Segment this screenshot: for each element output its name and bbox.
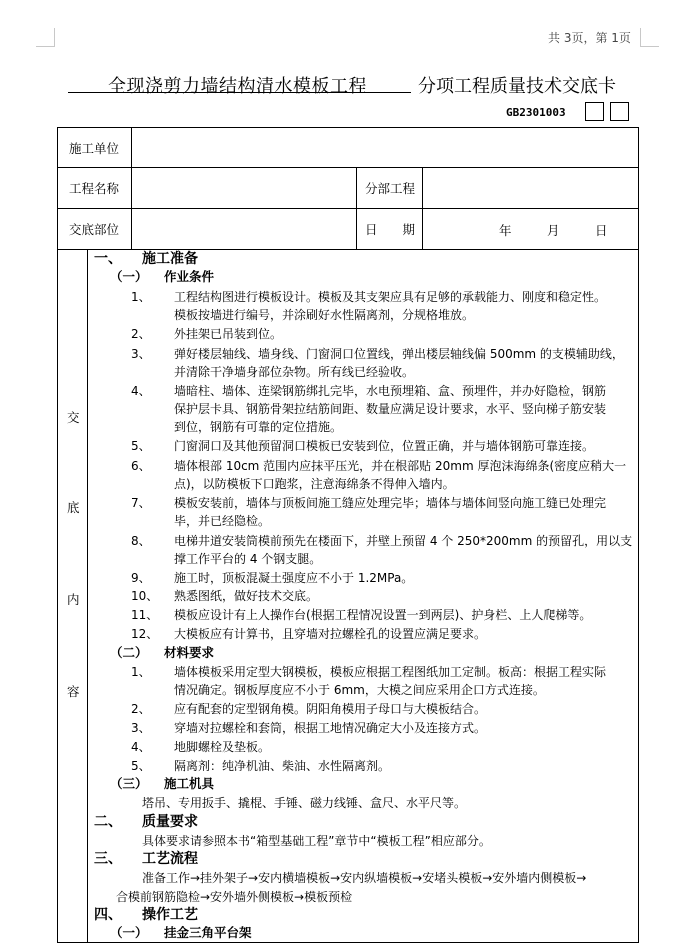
- material-4-line-1: 地脚螺栓及垫板。: [174, 740, 271, 754]
- material-2-number: 2、: [131, 702, 151, 716]
- condition-12-line-1: 大模板应有计算书，且穿墙对拉螺栓孔的设置应满足要求。: [174, 627, 487, 641]
- subsection-1b-number: （二）: [110, 645, 148, 660]
- material-1-number: 1、: [131, 665, 151, 679]
- vertical-char-1: 交: [67, 410, 80, 425]
- material-5-number: 5、: [131, 759, 151, 773]
- condition-5-number: 5、: [131, 439, 151, 453]
- condition-8-line-2: 撑工作平台的 4 个钢支腿。: [174, 552, 322, 566]
- subsection-4a-number: （一）: [110, 925, 148, 940]
- condition-11-number: 11、: [131, 608, 159, 622]
- condition-10-line-1: 熟悉图纸，做好技术交底。: [174, 589, 319, 603]
- project-label: 工程名称: [58, 168, 132, 209]
- content-vertical-label: [58, 250, 88, 943]
- vertical-char-2: 底: [67, 500, 80, 515]
- section-2-title: 质量要求: [142, 814, 198, 830]
- checkbox-1[interactable]: [585, 102, 604, 121]
- checkbox-2[interactable]: [610, 102, 629, 121]
- condition-2-number: 2、: [131, 327, 151, 341]
- project-field[interactable]: [132, 168, 357, 209]
- condition-1-line-1: 工程结构图进行模板设计。模板及其支架应具有足够的承载能力、刚度和稳定性。: [174, 290, 607, 304]
- condition-7-line-1: 模板安装前，墙体与顶板间施工缝应处理完毕；墙体与墙体间竖向施工缝已处理完: [174, 496, 607, 510]
- section-3-number: 三、: [94, 851, 122, 867]
- page-corner-mark-top-right: [640, 28, 659, 47]
- subsection-4a-title: 挂金三角平台架: [164, 925, 252, 940]
- document-code: GB2301003: [506, 106, 566, 119]
- page-corner-mark-top-left: [36, 28, 55, 47]
- condition-9-line-1: 施工时，顶板混凝土强度应不小于 1.2MPa。: [174, 571, 414, 585]
- unit-field[interactable]: [132, 128, 639, 168]
- condition-4-number: 4、: [131, 384, 151, 398]
- document-title: 全现浇剪力墙结构清水模板工程: [108, 76, 367, 97]
- page-info: 共 3页，第 1页: [548, 31, 631, 45]
- condition-10-number: 10、: [131, 589, 159, 603]
- quality-text: 具体要求请参照本书“箱型基础工程”章节中“模板工程”相应部分。: [142, 834, 491, 848]
- subsection-1a-number: （一）: [110, 269, 148, 284]
- condition-3-line-1: 弹好楼层轴线、墙身线、门窗洞口位置线，弹出楼层轴线偏 500mm 的支模辅助线，: [174, 347, 624, 361]
- subproject-field[interactable]: [423, 168, 639, 209]
- material-3-number: 3、: [131, 721, 151, 735]
- date-year-label: 年: [499, 223, 512, 238]
- date-month-label: 月: [547, 223, 560, 238]
- part-field[interactable]: [132, 209, 357, 250]
- material-2-line-1: 应有配套的定型钢角模。阴阳角模用子母口与大模板结合。: [174, 702, 487, 716]
- material-4-number: 4、: [131, 740, 151, 754]
- document-subtitle: 分项工程质量技术交底卡: [418, 76, 616, 97]
- unit-label: 施工单位: [58, 128, 132, 168]
- condition-4-line-2: 保护层卡具、钢筋骨架拉结筋间距、数量应满足设计要求，水平、竖向梯子筋安装: [174, 402, 607, 416]
- subsection-1a-title: 作业条件: [164, 269, 215, 284]
- section-4-number: 四、: [94, 907, 122, 923]
- form-table: [57, 127, 639, 943]
- flow-line-2: 合模前钢筋隐检→安外墙外侧模板→模板预检: [116, 890, 353, 904]
- condition-3-line-2: 并清除干净墙身部位杂物。所有线已经验收。: [174, 365, 415, 379]
- vertical-char-4: 容: [67, 684, 80, 699]
- condition-7-line-2: 毕，并已经隐检。: [174, 514, 271, 528]
- subsection-1c-title: 施工机具: [164, 776, 215, 791]
- section-1-number: 一、: [94, 251, 122, 267]
- condition-1-number: 1、: [131, 290, 151, 304]
- condition-3-number: 3、: [131, 347, 151, 361]
- section-2-number: 二、: [94, 814, 122, 830]
- date-field[interactable]: [423, 209, 639, 250]
- condition-6-line-1: 墙体根部 10cm 范围内应抹平压光，并在根部贴 20mm 厚泡沫海绵条(密度应稍大一: [174, 459, 627, 473]
- part-label: 交底部位: [58, 209, 132, 250]
- material-5-line-1: 隔离剂：纯净机油、柴油、水性隔离剂。: [174, 759, 391, 773]
- condition-9-number: 9、: [131, 571, 151, 585]
- content-area: [88, 250, 639, 943]
- date-label: 日 期: [357, 209, 423, 250]
- vertical-char-3: 内: [67, 592, 80, 607]
- date-day-label: 日: [595, 223, 608, 238]
- condition-8-line-1: 电梯井道安装筒模前预先在楼面下，并壁上预留 4 个 250*200mm 的预留孔，用以支: [174, 534, 633, 548]
- condition-1-line-2: 模板按墙进行编号，并涂刷好水性隔离剂，分规格堆放。: [174, 308, 475, 322]
- tools-text: 塔吊、专用扳手、撬棍、手锤、磁力线锤、盒尺、水平尺等。: [142, 796, 467, 810]
- condition-4-line-1: 墙暗柱、墙体、连梁钢筋绑扎完毕，水电预埋箱、盒、预埋件，并办好隐检，钢筋: [174, 384, 607, 398]
- section-1-title: 施工准备: [142, 251, 198, 267]
- condition-6-number: 6、: [131, 459, 151, 473]
- subsection-1b-title: 材料要求: [164, 645, 215, 660]
- condition-6-line-2: 点)，以防模板下口跑浆，注意海绵条不得伸入墙内。: [174, 477, 455, 491]
- condition-5-line-1: 门窗洞口及其他预留洞口模板已安装到位，位置正确，并与墙体钢筋可靠连接。: [174, 439, 595, 453]
- material-1-line-2: 情况确定。钢板厚度应不小于 6mm，大模之间应采用企口方式连接。: [174, 683, 545, 697]
- subsection-1c-number: （三）: [110, 776, 148, 791]
- material-1-line-1: 墙体模板采用定型大钢模板，模板应根据工程图纸加工定制。板高：根据工程实际: [174, 665, 607, 679]
- condition-2-line-1: 外挂架已吊装到位。: [174, 327, 283, 341]
- flow-line-1: 准备工作→挂外架子→安内横墙模板→安内纵墙模板→安堵头模板→安外墙内侧模板→: [142, 871, 587, 885]
- condition-12-number: 12、: [131, 627, 159, 641]
- section-4-title: 操作工艺: [142, 907, 198, 923]
- material-3-line-1: 穿墙对拉螺栓和套筒，根据工地情况确定大小及连接方式。: [174, 721, 487, 735]
- section-3-title: 工艺流程: [142, 851, 198, 867]
- condition-11-line-1: 模板应设计有上人操作台(根据工程情况设置一到两层)、护身栏、上人爬梯等。: [174, 608, 592, 622]
- subproject-label: 分部工程: [357, 168, 423, 209]
- condition-8-number: 8、: [131, 534, 151, 548]
- condition-7-number: 7、: [131, 496, 151, 510]
- condition-4-line-3: 到位，钢筋有可靠的定位措施。: [174, 420, 343, 434]
